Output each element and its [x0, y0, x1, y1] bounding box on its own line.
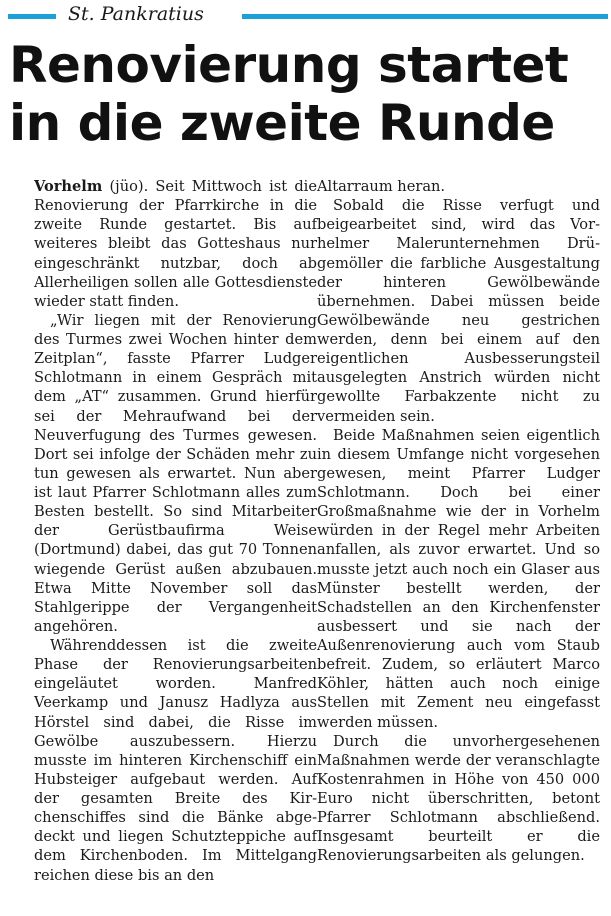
kicker-rule-left: [8, 14, 56, 19]
kicker-rule-right: [242, 14, 608, 19]
article-column-left: [34, 177, 317, 885]
article-paragraph: Durch die unvorhergesehenen Maßnahmen werde der veranschlagte Kostenrahmen in Höhe von 450 000 Euro nicht überschritten, betont Pfarrer Schlotmann abschließend. Insgesamt beurteilt er die Renovierungsarbeiten als gelungen.: [317, 732, 600, 865]
headline-line-1: Renovierung startet: [9, 36, 569, 94]
article-paragraph: Altarraum heran.: [317, 178, 446, 195]
dateline: Vorhelm: [34, 178, 103, 195]
article-paragraph: Währenddessen ist die zweite Phase der Renovierungsarbeiten eingeläutet worden. Manfred Veerkamp und Janusz Hadlyza aus Hörstel sind dabei, die Risse im Gewölbe auszubessern. Hierzu musste im hinteren Kirchenschiff ein Hubsteiger aufgebaut werden. Auf der gesamten Breite des Kirchenschiffes sind die Bänke abgedeckt und liegen Schutzteppiche auf dem Kirchenboden. Im Mittelgang reichen diese bis an den: [34, 637, 317, 884]
article-paragraph: „Wir liegen mit der Renovierung des Turmes zwei Wochen hinter dem Zeitplan“, fasste Pfarrer Ludger Schlotmann in einem Gespräch mit dem „AT“ zusammen. Grund hierfür sei der Mehraufwand bei der Neuverfugung des Turmes gewesen. Dort sei infolge der Schäden mehr zu tun gewesen als erwartet. Nun aber ist laut Pfarrer Schlotmann alles zum Besten bestellt. So sind Mitarbeiter der Gerüstbaufirma Weise (Dortmund) dabei, das gut 70 Tonnen wiegende Gerüst außen abzubauen. Etwa Mitte November soll das Stahlgerippe der Vergangenheit angehören.: [34, 311, 317, 635]
kicker: St. Pankratius: [68, 3, 204, 25]
article-column-right: [317, 177, 600, 866]
paragraph-text: (jüo). Seit Mittwoch ist die Renovierung der Pfarrkirche in die zweite Runde gestartet. Bis auf weiteres bleibt das Gotteshaus nur eingeschränkt nutzbar, doch ab Allerheiligen sollen alle Gottesdienste wieder statt finden.: [34, 178, 317, 310]
article-paragraph: Sobald die Risse verfugt und beigearbeitet sind, wird das Vorhelmer Malerunternehmen Drügemöller die farbliche Ausgestaltung der hinteren Gewölbewände übernehmen. Dabei müssen beide Gewölbewände neu gestrichen werden, denn bei einem auf den eigentlichen Ausbesserungsteil ausgelegten Anstrich würden nicht gewollte Farbakzente nicht zu vermeiden sein.: [317, 197, 600, 425]
headline-line-2: in die zweite Runde: [9, 94, 555, 152]
headline: [9, 36, 609, 152]
article-paragraph: Beide Maßnahmen seien eigentlich in diesem Umfange nicht vorgesehen gewesen, meint Pfarrer Ludger Schlotmann. Doch bei einer Großmaßnahme wie der in Vorhelm würden in der Regel mehr Arbeiten anfallen, als zuvor erwartet. Und so musste jetzt auch noch ein Glaser aus Münster bestellt werden, der Schadstellen an den Kirchenfenster ausbessert und sie nach der Außenrenovierung auch vom Staub befreit. Zudem, so erläutert Marco Köhler, hätten auch noch einige Stellen mit Zement neu eingefasst werden müssen.: [317, 426, 600, 731]
article-paragraph: [34, 177, 317, 311]
kicker-row: [0, 0, 611, 30]
